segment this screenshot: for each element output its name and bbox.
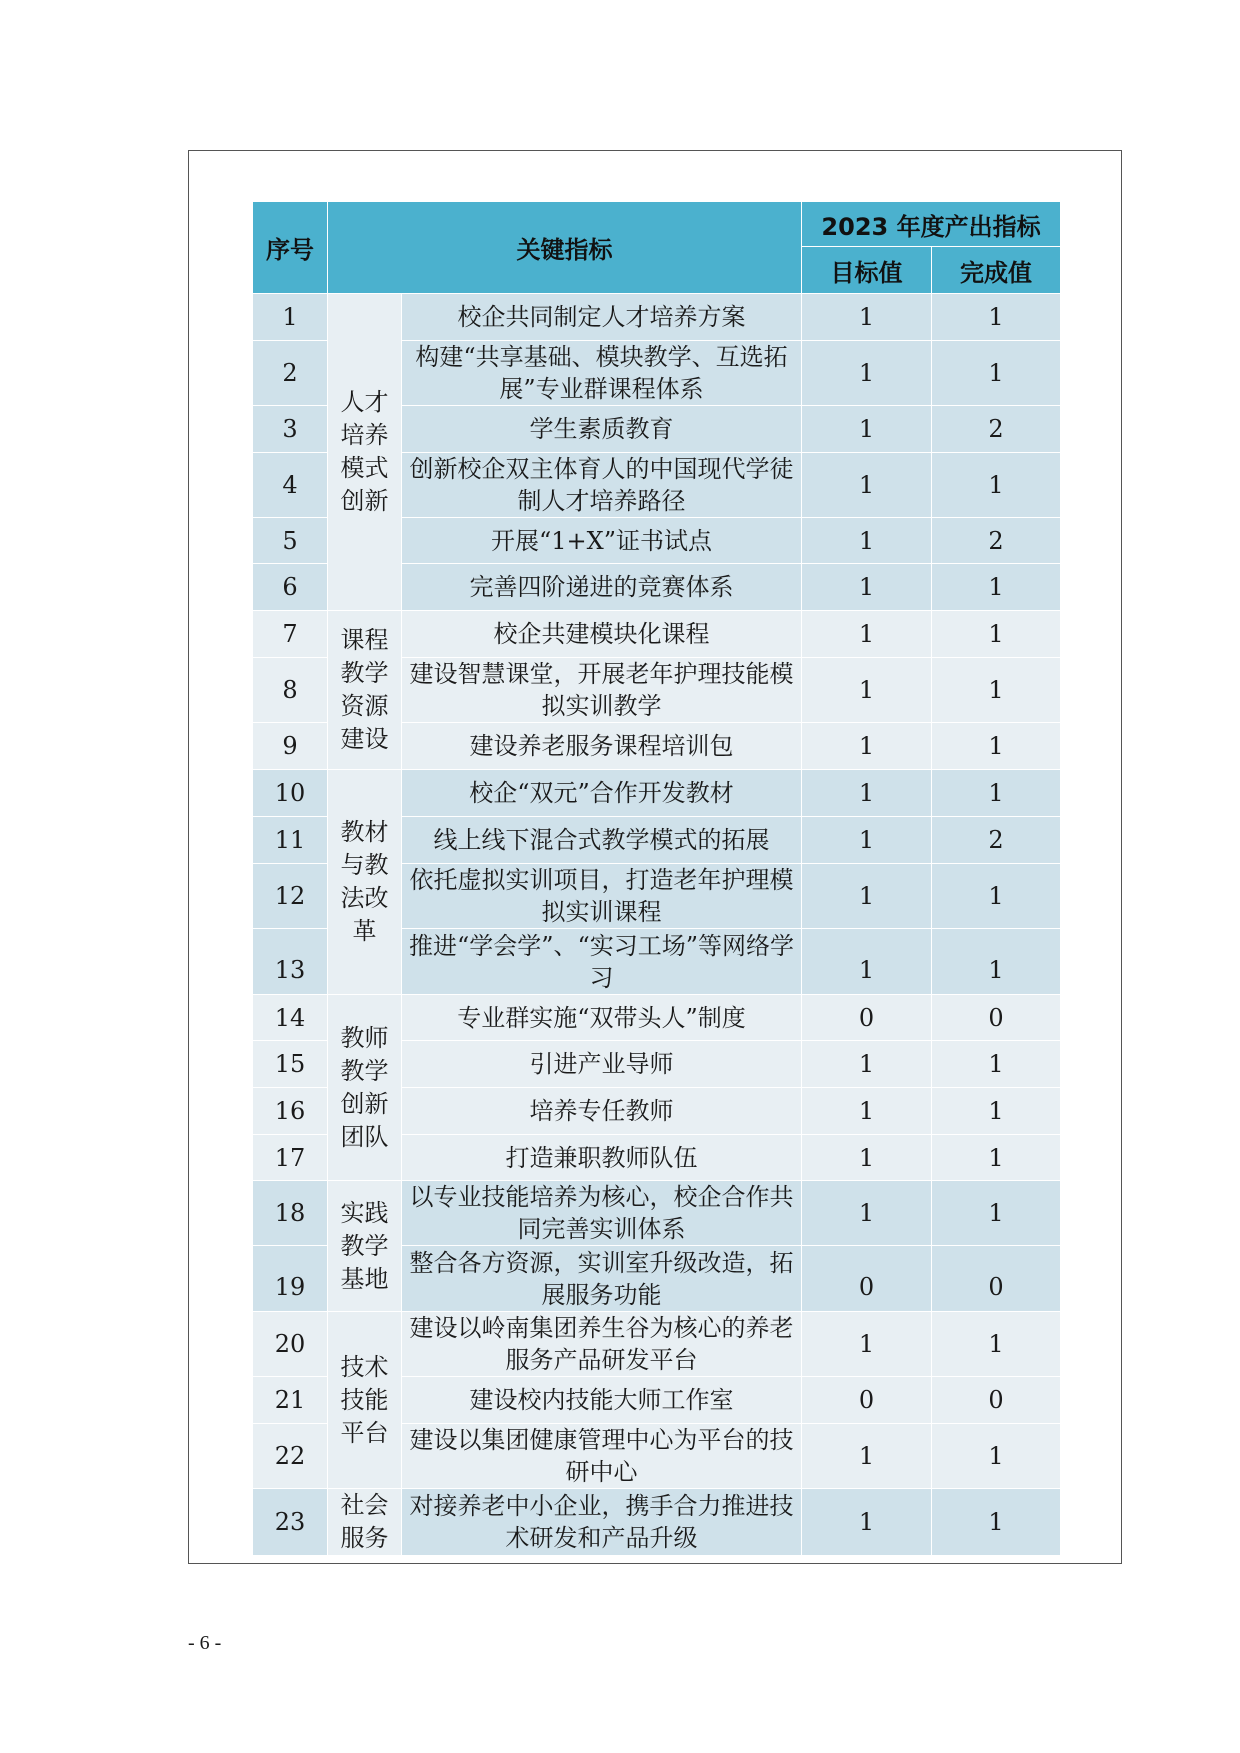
category-cell: 人才 培养 模式 创新 — [328, 294, 402, 611]
table-row — [253, 770, 1061, 817]
row-no: 11 — [253, 817, 328, 864]
row-target: 1 — [802, 611, 932, 658]
row-indicator: 整合各方资源，实训室升级改造，拓展服务功能 — [402, 1246, 802, 1312]
row-no: 19 — [253, 1246, 328, 1312]
table-row — [253, 995, 1061, 1041]
row-no: 7 — [253, 611, 328, 658]
row-done: 1 — [932, 564, 1061, 611]
row-done: 0 — [932, 995, 1061, 1041]
row-no: 12 — [253, 864, 328, 929]
category-cell: 教师 教学 创新 团队 — [328, 995, 402, 1181]
category-cell: 社会 服务 — [328, 1489, 402, 1556]
row-indicator: 校企“双元”合作开发教材 — [402, 770, 802, 817]
row-no: 18 — [253, 1181, 328, 1246]
row-target: 1 — [802, 453, 932, 518]
row-indicator: 校企共同制定人才培养方案 — [402, 294, 802, 341]
header-done: 完成值 — [932, 247, 1061, 294]
header-output-group: 2023 年度产出指标 — [802, 202, 1061, 247]
kpi-table — [252, 201, 1061, 1556]
row-indicator: 线上线下混合式教学模式的拓展 — [402, 817, 802, 864]
row-done: 0 — [932, 1246, 1061, 1312]
table-row — [253, 611, 1061, 658]
row-done: 1 — [932, 341, 1061, 406]
row-target: 1 — [802, 723, 932, 770]
row-done: 1 — [932, 1181, 1061, 1246]
row-target: 1 — [802, 1312, 932, 1377]
row-indicator: 创新校企双主体育人的中国现代学徒制人才培养路径 — [402, 453, 802, 518]
row-no: 16 — [253, 1088, 328, 1135]
row-indicator: 校企共建模块化课程 — [402, 611, 802, 658]
row-target: 1 — [802, 1088, 932, 1135]
row-indicator: 推进“学会学”、“实习工场”等网络学习 — [402, 929, 802, 995]
row-no: 9 — [253, 723, 328, 770]
row-target: 1 — [802, 564, 932, 611]
category-cell: 课程 教学 资源 建设 — [328, 611, 402, 770]
header-target: 目标值 — [802, 247, 932, 294]
row-indicator: 建设以集团健康管理中心为平台的技研中心 — [402, 1424, 802, 1489]
row-indicator: 对接养老中小企业，携手合力推进技术研发和产品升级 — [402, 1489, 802, 1556]
row-done: 1 — [932, 929, 1061, 995]
row-target: 1 — [802, 1489, 932, 1556]
row-target: 1 — [802, 864, 932, 929]
row-target: 1 — [802, 1041, 932, 1088]
row-target: 1 — [802, 1181, 932, 1246]
row-target: 0 — [802, 1377, 932, 1424]
row-no: 21 — [253, 1377, 328, 1424]
row-done: 1 — [932, 770, 1061, 817]
row-done: 2 — [932, 406, 1061, 453]
row-done: 1 — [932, 453, 1061, 518]
row-indicator: 专业群实施“双带头人”制度 — [402, 995, 802, 1041]
row-no: 10 — [253, 770, 328, 817]
table-row — [253, 1181, 1061, 1246]
row-indicator: 建设校内技能大师工作室 — [402, 1377, 802, 1424]
row-done: 1 — [932, 611, 1061, 658]
row-target: 1 — [802, 294, 932, 341]
row-no: 17 — [253, 1135, 328, 1181]
row-target: 0 — [802, 995, 932, 1041]
row-indicator: 构建“共享基础、模块教学、互选拓展”专业群课程体系 — [402, 341, 802, 406]
row-target: 1 — [802, 770, 932, 817]
row-done: 0 — [932, 1377, 1061, 1424]
row-done: 1 — [932, 1424, 1061, 1489]
row-no: 1 — [253, 294, 328, 341]
row-done: 1 — [932, 864, 1061, 929]
category-cell: 教材 与教 法改 革 — [328, 770, 402, 995]
row-indicator: 引进产业导师 — [402, 1041, 802, 1088]
header-indicator: 关键指标 — [328, 202, 802, 294]
row-indicator: 建设养老服务课程培训包 — [402, 723, 802, 770]
row-indicator: 建设智慧课堂，开展老年护理技能模拟实训教学 — [402, 658, 802, 723]
row-no: 2 — [253, 341, 328, 406]
row-target: 1 — [802, 341, 932, 406]
category-cell: 技术 技能 平台 — [328, 1312, 402, 1489]
row-indicator: 建设以岭南集团养生谷为核心的养老服务产品研发平台 — [402, 1312, 802, 1377]
table-row — [253, 294, 1061, 341]
row-no: 23 — [253, 1489, 328, 1556]
row-target: 1 — [802, 658, 932, 723]
row-indicator: 依托虚拟实训项目，打造老年护理模拟实训课程 — [402, 864, 802, 929]
row-done: 1 — [932, 1041, 1061, 1088]
row-target: 1 — [802, 1135, 932, 1181]
row-done: 1 — [932, 1312, 1061, 1377]
row-no: 4 — [253, 453, 328, 518]
category-cell: 实践 教学 基地 — [328, 1181, 402, 1312]
row-target: 1 — [802, 929, 932, 995]
row-no: 6 — [253, 564, 328, 611]
row-done: 1 — [932, 723, 1061, 770]
row-done: 1 — [932, 1489, 1061, 1556]
row-no: 8 — [253, 658, 328, 723]
table-row — [253, 1312, 1061, 1377]
row-target: 1 — [802, 518, 932, 564]
table-row — [253, 1489, 1061, 1556]
row-target: 1 — [802, 1424, 932, 1489]
row-no: 3 — [253, 406, 328, 453]
row-done: 1 — [932, 658, 1061, 723]
row-indicator: 开展“1+X”证书试点 — [402, 518, 802, 564]
row-done: 1 — [932, 1135, 1061, 1181]
row-indicator: 完善四阶递进的竞赛体系 — [402, 564, 802, 611]
row-no: 22 — [253, 1424, 328, 1489]
header-seq: 序号 — [253, 202, 328, 294]
row-indicator: 以专业技能培养为核心，校企合作共同完善实训体系 — [402, 1181, 802, 1246]
row-indicator: 学生素质教育 — [402, 406, 802, 453]
row-done: 2 — [932, 518, 1061, 564]
row-done: 2 — [932, 817, 1061, 864]
row-target: 0 — [802, 1246, 932, 1312]
row-done: 1 — [932, 1088, 1061, 1135]
row-no: 13 — [253, 929, 328, 995]
row-no: 15 — [253, 1041, 328, 1088]
row-indicator: 打造兼职教师队伍 — [402, 1135, 802, 1181]
row-no: 14 — [253, 995, 328, 1041]
row-no: 20 — [253, 1312, 328, 1377]
row-done: 1 — [932, 294, 1061, 341]
row-no: 5 — [253, 518, 328, 564]
row-target: 1 — [802, 406, 932, 453]
row-target: 1 — [802, 817, 932, 864]
row-indicator: 培养专任教师 — [402, 1088, 802, 1135]
page-number: - 6 - — [188, 1632, 222, 1654]
